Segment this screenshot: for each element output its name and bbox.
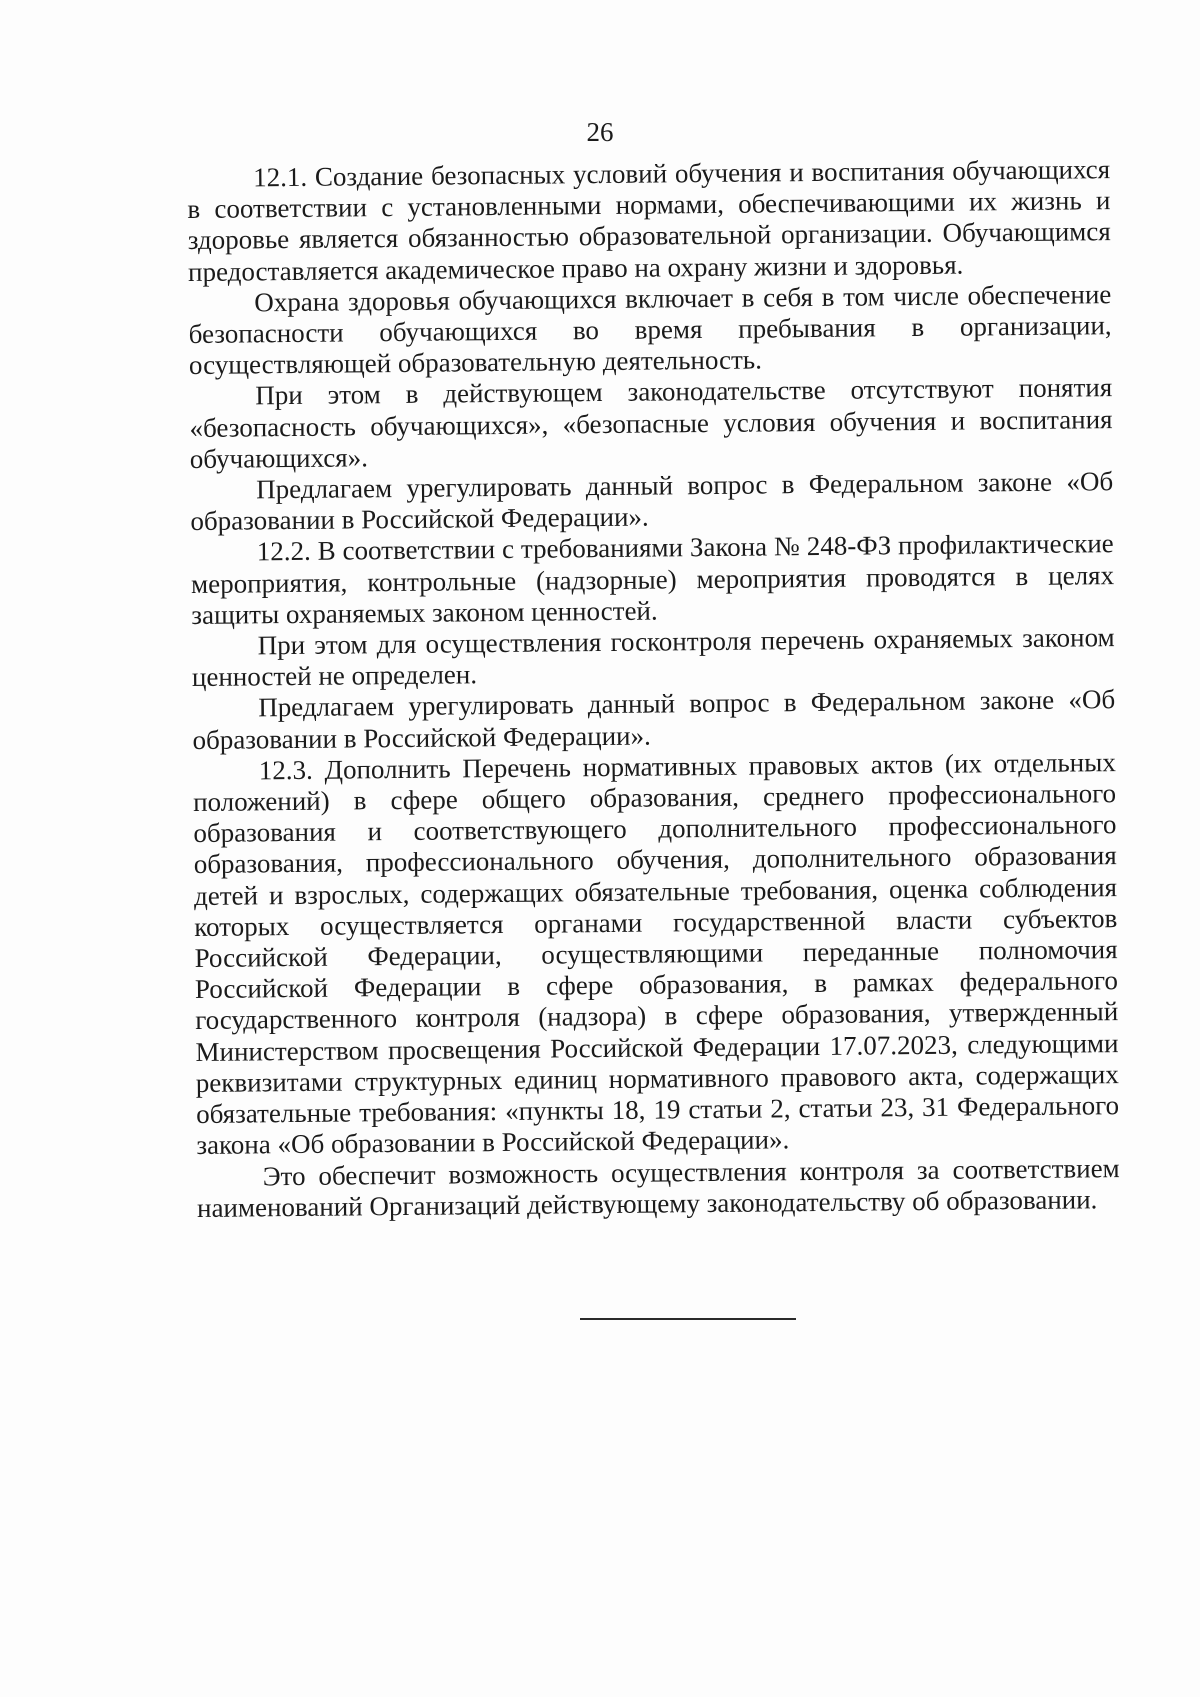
page-number: 26 xyxy=(586,117,614,147)
paragraph-12-1: 12.1. Создание безопасных условий обучения и воспитания обучающихся в соответствии с установленными нормами, обеспечивающими их жизнь и здоровье является обязанностью образовательной организации. Обучающимся предоставляется академическое право на охрану жизни и здоровья. xyxy=(187,154,1111,287)
paragraph-values-not-defined: При этом для осуществления госконтроля перечень охраняемых законом ценностей не определен. xyxy=(191,622,1115,693)
paragraph-conclusion: Это обеспечит возможность осуществления контроля за соответствием наименований Организаций действующему законодательству об образовании. xyxy=(196,1152,1120,1223)
paragraph-proposal-1: Предлагаем урегулировать данный вопрос в Федеральном законе «Об образовании в Российской Федерации». xyxy=(190,466,1114,537)
paragraph-12-3: 12.3. Дополнить Перечень нормативных правовых актов (их отдельных положений) в сфере общего образования, среднего профессионального образования и соответствующего дополнительного профессионального образования, профессионального обучения, дополнительного образования детей и взрослых, содержащих обязательные требования, оценка соблюдения которых осуществляется органами государственной власти субъектов Российской Федерации, осуществляющими переданные полномочия Российской Федерации в сфере образования, в рамках федерального государственного контроля (надзора) в сфере образования, утвержденный Министерством просвещения Российской Федерации 17.07.2023, следующими реквизитами структурных единиц нормативного правового акта, содержащих обязательные требования: «пункты 18, 19 статьи 2, статьи 23, 31 Федерального закона «Об образовании в Российской Федерации». xyxy=(192,746,1120,1161)
paragraph-12-2: 12.2. В соответствии с требованиями Закона № 248-ФЗ профилактические мероприятия, контрольные (надзорные) мероприятия проводятся в целях защиты охраняемых законом ценностей. xyxy=(190,528,1115,630)
paragraph-health-protection: Охрана здоровья обучающихся включает в себя в том числе обеспечение безопасности обучающихся во время пребывания в организации, осуществляющей образовательную деятельность. xyxy=(188,278,1112,381)
document-body xyxy=(187,154,1120,1224)
end-separator-line xyxy=(580,1318,796,1320)
paragraph-proposal-2: Предлагаем урегулировать данный вопрос в Федеральном законе «Об образовании в Российской Федерации». xyxy=(192,684,1116,755)
paragraph-missing-definitions: При этом в действующем законодательстве отсутствуют понятия «безопасность обучающихся», «безопасные условия обучения и воспитания обучающихся». xyxy=(189,372,1113,474)
